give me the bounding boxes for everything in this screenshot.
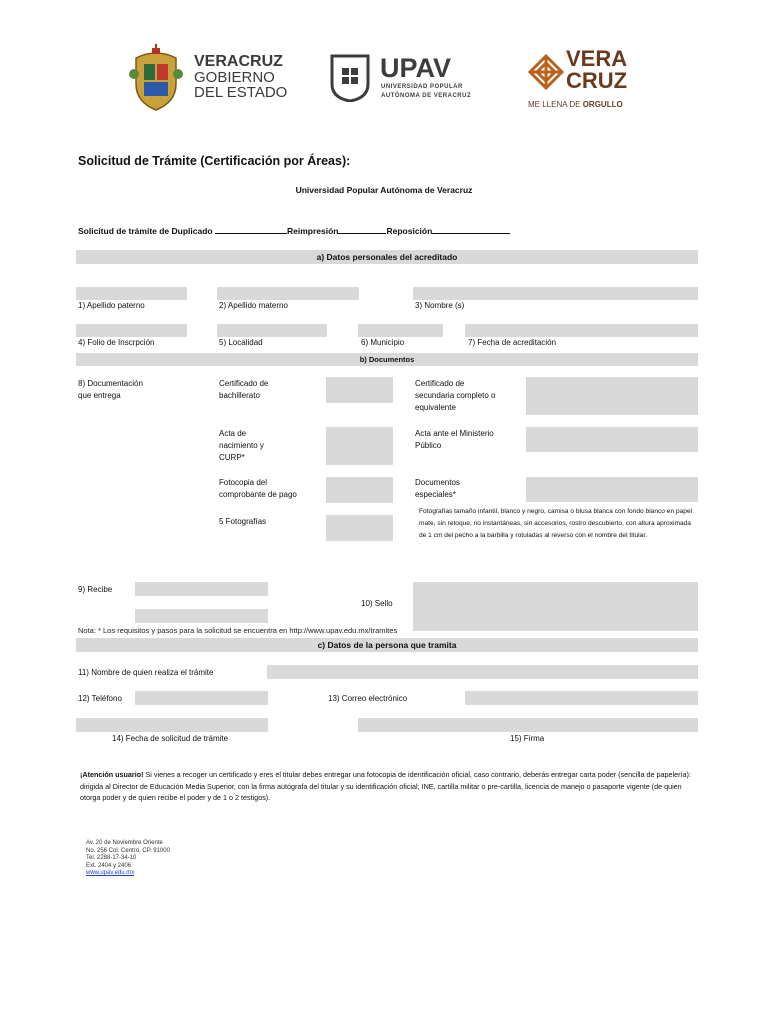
page-title: Solicitud de Trámite (Certificación por Áreas): bbox=[78, 154, 351, 168]
upav-logo bbox=[330, 54, 490, 106]
upav-emblem-icon bbox=[330, 54, 370, 102]
label-nombre-tramita: 11) Nombre de quien realiza el trámite bbox=[78, 668, 214, 677]
footer-ext: Ext. 2404 y 2406 bbox=[86, 862, 132, 869]
label-documentacion: 8) Documentación que entrega bbox=[78, 379, 143, 400]
doc-acta-mp-label: Acta ante el Ministerio Público bbox=[415, 429, 494, 450]
reposicion-label: Reposición bbox=[386, 226, 433, 236]
recibe-input-2[interactable] bbox=[135, 609, 268, 623]
doc-acta-mp-box[interactable] bbox=[526, 427, 698, 452]
label-nombre: 3) Nombre (s) bbox=[415, 301, 465, 310]
reposicion-blank[interactable] bbox=[432, 224, 510, 234]
nombre-input[interactable] bbox=[413, 287, 698, 300]
label-fecha-acreditacion: 7) Fecha de acreditación bbox=[468, 338, 557, 347]
doc-cert-sec-box[interactable] bbox=[526, 377, 698, 415]
doc-fotos-box[interactable] bbox=[326, 515, 393, 541]
gobierno-veracruz-logo bbox=[128, 44, 288, 112]
label-firma: 15) Firma bbox=[510, 734, 545, 743]
page-subtitle: Universidad Popular Autónoma de Veracruz bbox=[295, 185, 473, 195]
attention-bold: ¡Atención usuario! bbox=[80, 770, 144, 779]
section-a-header: a) Datos personales del acreditado bbox=[76, 250, 698, 264]
doc-cert-bach-label: Certificado de bachillerato bbox=[219, 379, 269, 400]
label-telefono: 12) Teléfono bbox=[78, 694, 122, 703]
doc-acta-nac-box[interactable] bbox=[326, 427, 393, 465]
vera-cruz-knot-icon bbox=[528, 54, 564, 90]
vera-cruz-logo bbox=[528, 48, 638, 114]
vera-tagline-prefix: ME LLENA DE bbox=[528, 100, 583, 109]
footer-address-2: No. 256 Col. Centro, CP. 91000 bbox=[86, 847, 170, 854]
label-apellido-materno: 2) Apellido materno bbox=[219, 301, 288, 310]
fecha-acreditacion-input[interactable] bbox=[465, 324, 698, 337]
note-requisitos: Nota: * Los requisitos y pasos para la solicitud se encuentra en http://www.upav.edu.mx/tramites bbox=[78, 626, 398, 635]
gob-line1: VERACRUZ bbox=[194, 53, 283, 70]
vera-line2: CRUZ bbox=[566, 68, 628, 93]
upav-line1: UNIVERSIDAD POPULAR bbox=[381, 84, 463, 90]
request-type-line bbox=[78, 224, 510, 237]
label-localidad: 5) Localidad bbox=[219, 338, 263, 347]
doc-fotos-desc: Fotografías tamaño infantil, blanco y negro, camisa o blusa blanca con fondo blanco en papel mate, sin retoque, no instantáneas, sin accesorios, rostro descubierto, con altura aproximada de 1 cm del pecho a la barbilla y rotuladas al reverso con el nombre del titular. bbox=[419, 508, 693, 539]
vera-tagline bbox=[528, 100, 623, 110]
doc-especiales-box[interactable] bbox=[526, 477, 698, 502]
label-apellido-paterno: 1) Apellido paterno bbox=[78, 301, 145, 310]
firma-input[interactable] bbox=[358, 718, 698, 732]
reimpresion-label: Reimpresión bbox=[286, 226, 339, 236]
sello-box[interactable] bbox=[413, 582, 698, 631]
gob-line2: GOBIERNO bbox=[194, 69, 275, 86]
label-correo: 13) Correo electrónico bbox=[328, 694, 408, 703]
recibe-input-1[interactable] bbox=[135, 582, 268, 596]
reimpresion-blank[interactable] bbox=[338, 224, 386, 234]
fecha-solicitud-input[interactable] bbox=[76, 718, 268, 732]
upav-name: UPAV bbox=[380, 53, 452, 83]
attention-notice bbox=[80, 769, 696, 804]
telefono-input[interactable] bbox=[135, 691, 268, 705]
attention-text: Si vienes a recoger un certificado y eres el titular debes entregar una fotocopia de identificación oficial, caso contrario, deberás entregar carta poder (sencilla de papelería): dirigida al Director de Educación Media Superior, con la firma autógrafa del titular y su identificación oficial; INE, cartilla militar o pre-cartilla, licencia de manejo o pasaporte vigente (de quien otorga poder y de quien recibe el poder y de 1 o 2 testigos). bbox=[80, 770, 691, 802]
label-recibe: 9) Recibe bbox=[78, 585, 113, 594]
footer-address-1: Av. 20 de Noviembre Oriente bbox=[86, 840, 163, 846]
apellido-materno-input[interactable] bbox=[217, 287, 359, 300]
doc-cert-sec-label: Certificado de secundaria completo o equivalente bbox=[415, 379, 496, 412]
veracruz-shield-icon bbox=[128, 44, 184, 112]
localidad-input[interactable] bbox=[217, 324, 327, 337]
nombre-tramita-input[interactable] bbox=[267, 665, 698, 679]
footer-link[interactable]: www.upav.edu.mx bbox=[86, 870, 135, 876]
label-fecha-solicitud: 14) Fecha de solicitud de trámite bbox=[112, 734, 229, 743]
request-label: Solicitud de trámite de Duplicado bbox=[78, 226, 213, 236]
footer-phone: Tel. 2288-17-34-10 bbox=[86, 855, 137, 861]
municipio-input[interactable] bbox=[358, 324, 443, 337]
vera-line1: VERA bbox=[566, 46, 628, 71]
label-sello: 10) Sello bbox=[361, 599, 393, 608]
doc-especiales-label: Documentos especiales* bbox=[415, 478, 460, 499]
doc-cert-bach-box[interactable] bbox=[326, 377, 393, 403]
label-municipio: 6) Municipio bbox=[361, 338, 405, 347]
gob-line3: DEL ESTADO bbox=[194, 84, 288, 101]
doc-fotocopia-label: Fotocopia del comprobante de pago bbox=[219, 478, 297, 499]
correo-input[interactable] bbox=[465, 691, 698, 705]
upav-line2: AUTÓNOMA DE VERACRUZ bbox=[381, 93, 472, 99]
doc-acta-nac-label: Acta de nacimiento y CURP* bbox=[219, 429, 264, 462]
section-b-header: b) Documentos bbox=[76, 353, 698, 366]
duplicado-blank[interactable] bbox=[215, 224, 287, 234]
section-c-header: c) Datos de la persona que tramita bbox=[76, 638, 698, 652]
label-folio: 4) Folio de Inscrpción bbox=[78, 338, 155, 347]
apellido-paterno-input[interactable] bbox=[76, 287, 187, 300]
vera-tagline-bold: ORGULLO bbox=[582, 100, 623, 109]
folio-input[interactable] bbox=[76, 324, 187, 337]
doc-fotos-label: 5 Fotografías bbox=[219, 517, 267, 526]
doc-fotocopia-box[interactable] bbox=[326, 477, 393, 503]
